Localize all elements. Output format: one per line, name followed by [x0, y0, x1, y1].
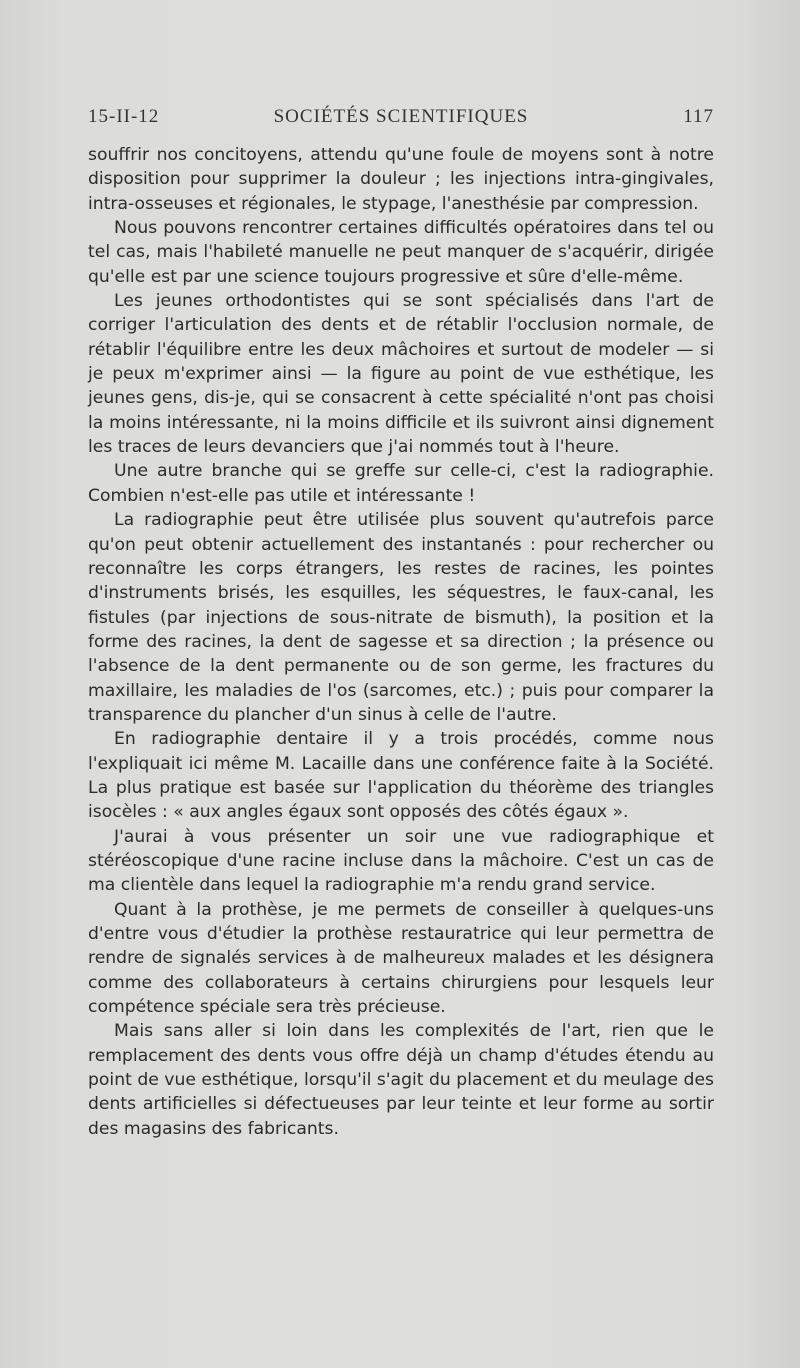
- running-head-section: SOCIÉTÉS SCIENTIFIQUES: [273, 106, 529, 127]
- paragraph-8: Quant à la prothèse, je me permets de conseiller à quelques-uns d'entre vous d'étudier la prothèse restauratrice qui leur permettra de rendre de signalés services à de malheureux malades et les désignera comme des collaborateurs à certains chirurgiens pour lesquels leur compétence spéciale sera très précieuse.: [88, 899, 714, 1018]
- page-number: 117: [683, 106, 714, 127]
- body-text: [88, 143, 714, 1141]
- paragraph-4: Une autre branche qui se greffe sur celle-ci, c'est la radiographie. Combien n'est-elle pas utile et intéressante !: [88, 461, 714, 506]
- paragraph-9: Mais sans aller si loin dans les complexités de l'art, rien que le remplacement des dents vous offre déjà un champ d'études étendu au point de vue esthétique, lorsqu'il s'agit du placement et du meulage des dents artificielles si défectueuses par leur teinte et leur forme au sortir des magasins des fabricants.: [88, 1021, 714, 1139]
- paragraph-1: souffrir nos concitoyens, attendu qu'une foule de moyens sont à notre disposition pour supprimer la douleur ; les injections intra-gingivales, intra-osseuses et régionales, le stypage, l'anesthésie par compression.: [88, 145, 714, 214]
- running-head-date: 15-II-12: [88, 106, 160, 127]
- paragraph-3: Les jeunes orthodontistes qui se sont spécialisés dans l'art de corriger l'articulation des dents et de rétablir l'occlusion normale, de rétablir l'équilibre entre les deux mâchoires et surtout de modeler — si je peux m'exprimer ainsi — la figure au point de vue esthétique, les jeunes gens, dis-je, qui se consacrent à cette spécialité n'ont pas choisi la moins intéressante, ni la moins difficile et ils suivront ainsi dignement les traces de leurs devanciers que j'ai nommés tout à l'heure.: [88, 291, 714, 458]
- paragraph-6: En radiographie dentaire il y a trois procédés, comme nous l'expliquait ici même M. Lacaille dans une conférence faite à la Société. La plus pratique est basée sur l'application du théorème des triangles isocèles : « aux angles égaux sont opposés des côtés égaux ».: [88, 729, 714, 823]
- paragraph-7: J'aurai à vous présenter un soir une vue radiographique et stéréoscopique d'une racine incluse dans la mâchoire. C'est un cas de ma clientèle dans lequel la radiographie m'a rendu grand service.: [88, 826, 714, 896]
- running-head: [88, 106, 714, 132]
- paragraph-2: Nous pouvons rencontrer certaines difficultés opératoires dans tel ou tel cas, mais l'habileté manuelle ne peut manquer de s'acquérir, dirigée qu'elle est par une science toujours progressive et sûre d'elle-même.: [88, 218, 714, 287]
- paragraph-5: La radiographie peut être utilisée plus souvent qu'autrefois parce qu'on peut obtenir actuellement des instantanés : pour rechercher ou reconnaître les corps étrangers, les restes de racines, les pointes d'instruments brisés, les esquilles, les séquestres, le faux-canal, les fistules (par injections de sous-nitrate de bismuth), la position et la forme des racines, la dent de sagesse et sa direction ; la présence ou l'absence de la dent permanente ou de son germe, les fractures du maxillaire, les maladies de l'os (sarcomes, etc.) ; puis pour comparer la transparence du plancher d'un sinus à celle de l'autre.: [88, 510, 714, 725]
